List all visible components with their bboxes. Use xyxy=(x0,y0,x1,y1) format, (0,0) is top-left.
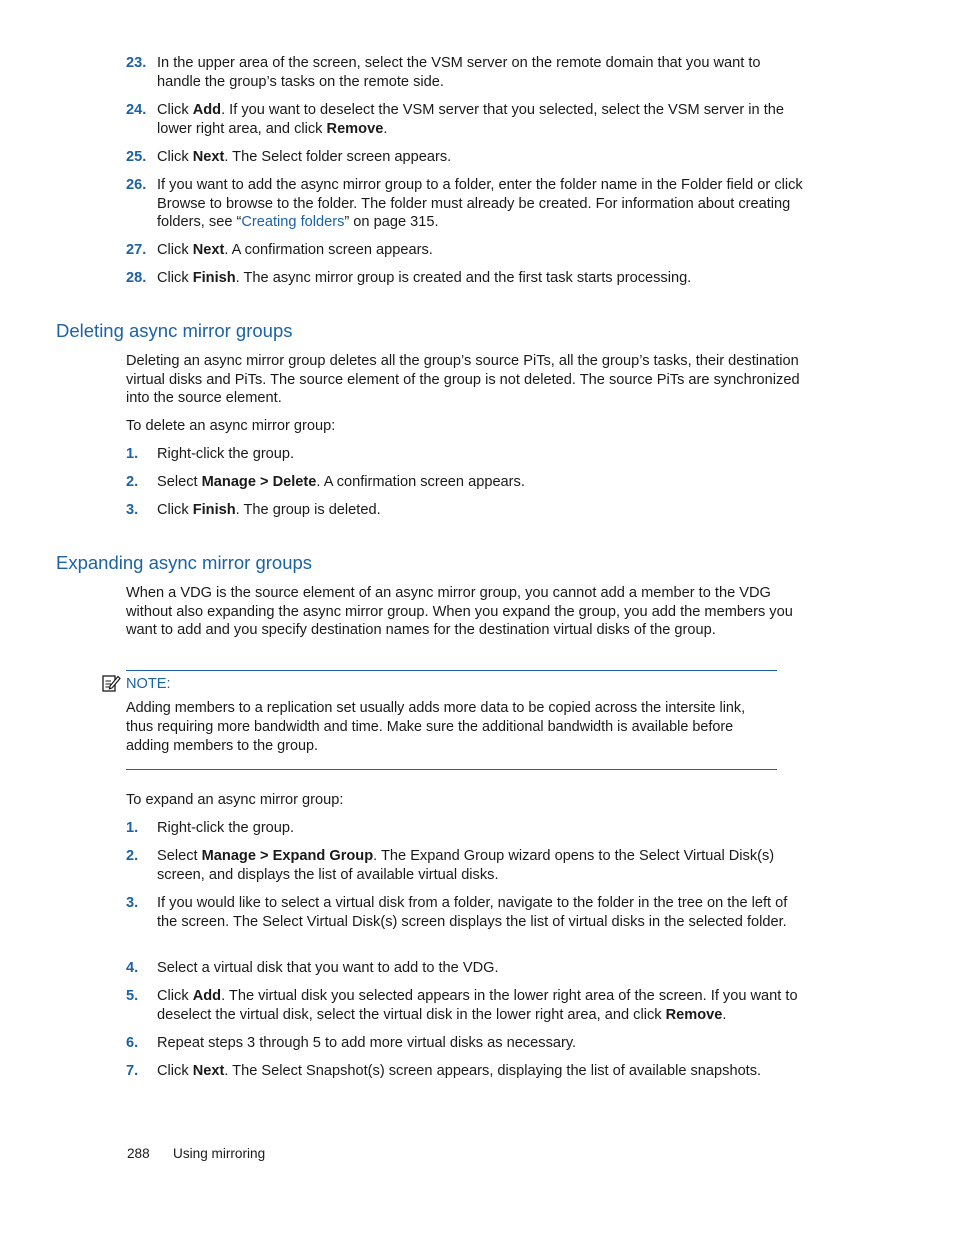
step-text xyxy=(157,473,806,492)
step-text-run: . A confirmation screen appears. xyxy=(224,242,433,258)
step-text-run: Click xyxy=(157,270,193,286)
step-number: 27. xyxy=(126,242,147,258)
ui-term: Finish xyxy=(192,270,236,286)
step-text-run: If you would like to select a virtual disk from a folder, navigate to the folder in the tree on the left of the screen. The Select Virtual Disk(s) screen displays the list of virtual disks in the selected folder. xyxy=(157,895,788,930)
step-text xyxy=(157,445,806,464)
step-text xyxy=(157,894,806,931)
step-number: 28. xyxy=(126,270,147,286)
ui-term: Add xyxy=(192,988,222,1004)
note-top-rule xyxy=(126,670,777,671)
ui-term: Manage > Delete xyxy=(201,474,317,490)
step-text-run: . xyxy=(383,120,388,137)
step-24 xyxy=(126,101,806,138)
delete-step-3 xyxy=(126,501,806,520)
expand-step-5 xyxy=(126,987,806,1024)
step-text-run: Click xyxy=(157,502,193,518)
section-heading-expanding: Expanding async mirror groups xyxy=(56,552,313,573)
step-text-run: Click xyxy=(157,102,193,118)
step-text-run: . The async mirror group is created and the first task starts processing. xyxy=(235,270,692,286)
step-number: 3. xyxy=(126,502,139,518)
step-text-run: In the upper area of the screen, select the VSM server on the remote domain that you want to handle the group’s tasks on the remote side. xyxy=(157,55,761,90)
expand-step-2 xyxy=(126,847,806,884)
step-number: 2. xyxy=(126,474,139,490)
expand-step-1 xyxy=(126,819,806,838)
step-text xyxy=(157,176,806,232)
ui-term: Next xyxy=(192,242,225,258)
step-number: 26. xyxy=(126,177,147,193)
step-26 xyxy=(126,176,806,232)
step-text-run: . xyxy=(722,1006,727,1023)
step-number: 25. xyxy=(126,149,147,165)
step-text-run: Click xyxy=(157,242,193,258)
section-intro-deleting: Deleting an async mirror group deletes all the group’s source PiTs, all the group’s tasks, their destination virtual disks and PiTs. The source element of the group is not deleted. The source PiTs are synchronized into the source element. xyxy=(126,353,800,407)
step-text xyxy=(157,241,806,260)
step-text-run: Click xyxy=(157,988,193,1004)
step-number: 23. xyxy=(126,55,147,71)
step-text-run: . The group is deleted. xyxy=(235,502,381,518)
cross-reference-link[interactable]: Creating folders xyxy=(241,214,345,231)
step-text-run: If you want to add the async mirror group to a folder, enter the folder name in the Folder field or click Browse to browse to the folder. The folder must already be created. For information about creating folders, see “ xyxy=(157,177,803,231)
step-text xyxy=(157,959,806,978)
step-text-run: . The Select Snapshot(s) screen appears, displaying the list of available snapshots. xyxy=(224,1063,762,1079)
step-text-run: . The Select folder screen appears. xyxy=(224,149,452,165)
step-text xyxy=(157,1034,806,1053)
step-text-run: . The virtual disk you selected appears in the lower right area of the screen. If you want to deselect the virtual disk, select the virtual disk in the lower right area, and click xyxy=(157,988,798,1023)
step-28 xyxy=(126,269,806,288)
expand-step-6 xyxy=(126,1034,806,1053)
step-text xyxy=(157,269,806,288)
step-text xyxy=(157,819,806,838)
procedure-lead-deleting: To delete an async mirror group: xyxy=(126,418,336,434)
ui-term: Next xyxy=(192,149,225,165)
step-27 xyxy=(126,241,806,260)
step-25 xyxy=(126,148,806,167)
step-text xyxy=(157,1062,806,1081)
step-text xyxy=(157,54,806,91)
procedure-lead-expanding: To expand an async mirror group: xyxy=(126,792,344,808)
step-text-run: Click xyxy=(157,149,193,165)
step-number: 7. xyxy=(126,1063,139,1079)
step-text-run: Click xyxy=(157,1063,193,1079)
step-number: 24. xyxy=(126,102,147,118)
step-text xyxy=(157,501,806,520)
step-number: 3. xyxy=(126,895,139,911)
note-bottom-rule xyxy=(126,769,777,770)
step-text-run: . A confirmation screen appears. xyxy=(316,474,525,490)
step-text-run: Select a virtual disk that you want to add to the VDG. xyxy=(157,960,499,976)
step-text-run: . If you want to deselect the VSM server that you selected, select the VSM server in the lower right area, and click xyxy=(157,102,785,137)
step-number: 4. xyxy=(126,960,139,976)
step-text-run: Select xyxy=(157,848,202,864)
step-number: 1. xyxy=(126,820,139,836)
page-number: 288 xyxy=(127,1146,150,1161)
step-text-run: Repeat steps 3 through 5 to add more virtual disks as necessary. xyxy=(157,1035,577,1051)
ui-term: Remove xyxy=(326,120,384,137)
delete-step-1 xyxy=(126,445,806,464)
ui-term: Finish xyxy=(192,502,236,518)
note-label: NOTE: xyxy=(126,676,171,692)
step-text-run: . The Expand Group wizard opens to the Select Virtual Disk(s) screen, and displays the list of available virtual disks. xyxy=(157,848,775,883)
ui-term: Remove xyxy=(665,1006,723,1023)
expand-step-4 xyxy=(126,959,806,978)
note-text: Adding members to a replication set usually adds more data to be copied across the intersite link, thus requiring more bandwidth and time. Make sure the additional bandwidth is available before adding members to the group. xyxy=(126,700,746,754)
note-pencil-icon xyxy=(101,673,121,693)
step-number: 2. xyxy=(126,848,139,864)
step-text-run: Right-click the group. xyxy=(157,820,295,836)
ui-term: Manage > Expand Group xyxy=(201,848,374,864)
step-text-run: Select xyxy=(157,474,202,490)
expand-step-7 xyxy=(126,1062,806,1081)
section-heading-deleting: Deleting async mirror groups xyxy=(56,320,293,341)
delete-step-2 xyxy=(126,473,806,492)
step-23 xyxy=(126,54,806,91)
section-intro-expanding: When a VDG is the source element of an async mirror group, you cannot add a member to the VDG without also expanding the async mirror group. When you expand the group, you add the members you want to add and you specify destination names for the destination virtual disks of the group. xyxy=(126,585,793,639)
step-text xyxy=(157,847,806,884)
step-number: 6. xyxy=(126,1035,139,1051)
footer-section-title: Using mirroring xyxy=(173,1146,266,1161)
step-number: 5. xyxy=(126,988,139,1004)
expand-step-3 xyxy=(126,894,806,931)
ui-term: Add xyxy=(192,102,222,118)
step-text xyxy=(157,148,806,167)
step-text xyxy=(157,987,806,1024)
ui-term: Next xyxy=(192,1063,225,1079)
step-text-run: ” on page 315. xyxy=(344,214,439,231)
step-text-run: Right-click the group. xyxy=(157,446,295,462)
step-number: 1. xyxy=(126,446,139,462)
step-text xyxy=(157,101,806,138)
